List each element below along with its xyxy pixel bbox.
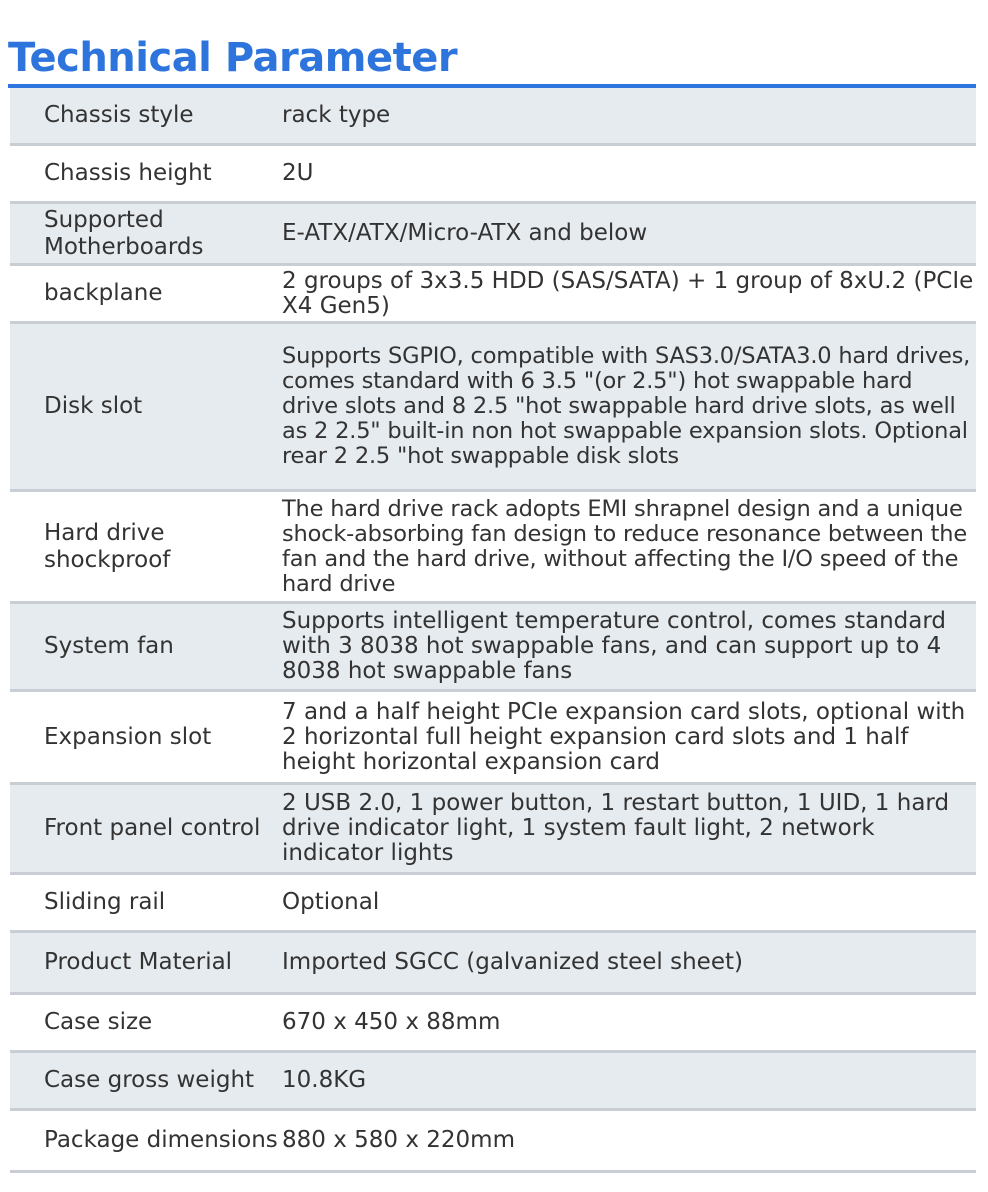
- spec-label: Product Material: [44, 949, 233, 975]
- spec-label: Sliding rail: [44, 889, 166, 915]
- spec-row-chassis-style: [10, 88, 976, 146]
- spec-row-backplane: [10, 266, 976, 324]
- spec-row-disk-slot: [10, 324, 976, 492]
- spec-label: Package dimensions: [44, 1127, 278, 1153]
- page-title: Technical Parameter: [8, 35, 458, 81]
- spec-row-supported-motherboards: [10, 204, 976, 266]
- spec-label: Disk slot: [44, 393, 143, 419]
- spec-label: Expansion slot: [44, 723, 212, 750]
- spec-value: 880 x 580 x 220mm: [282, 1127, 515, 1153]
- spec-label: Front panel control: [44, 815, 261, 841]
- spec-row-hard-drive-shockproof: [10, 492, 976, 604]
- spec-label: Case gross weight: [44, 1067, 255, 1093]
- spec-row-system-fan: [10, 604, 976, 692]
- spec-value: 2 USB 2.0, 1 power button, 1 restart button, 1 UID, 1 hard drive indicator light, 1 system fault light, 2 network indicator lights: [282, 790, 950, 866]
- spec-label: backplane: [44, 280, 163, 306]
- spec-value: E-ATX/ATX/Micro-ATX and below: [282, 220, 648, 246]
- spec-value: 2 groups of 3x3.5 HDD (SAS/SATA) + 1 group of 8xU.2 (PCIe X4 Gen5): [282, 267, 974, 319]
- spec-row-sliding-rail: [10, 875, 976, 933]
- spec-row-chassis-height: [10, 146, 976, 204]
- spec-value: 670 x 450 x 88mm: [282, 1009, 501, 1035]
- spec-value: rack type: [282, 102, 391, 128]
- spec-label: Chassis style: [44, 102, 194, 128]
- spec-label: Supported Motherboards: [44, 206, 204, 260]
- spec-value: 7 and a half height PCIe expansion card slots, optional with 2 horizontal full height expansion card slots and 1 half height horizontal expansion card: [282, 698, 966, 775]
- spec-row-package-dimensions: [10, 1111, 976, 1173]
- spec-table: [10, 88, 976, 1173]
- spec-row-expansion-slot: [10, 692, 976, 785]
- spec-label: Case size: [44, 1009, 153, 1035]
- spec-label: System fan: [44, 633, 174, 659]
- spec-value: Optional: [282, 889, 380, 915]
- spec-value: Imported SGCC (galvanized steel sheet): [282, 949, 743, 975]
- spec-row-case-gross-weight: [10, 1053, 976, 1111]
- spec-value: 10.8KG: [282, 1067, 367, 1093]
- spec-label: Chassis height: [44, 160, 212, 186]
- spec-value: 2U: [282, 160, 314, 186]
- spec-row-product-material: [10, 933, 976, 995]
- spec-value: The hard drive rack adopts EMI shrapnel design and a unique shock-absorbing fan design to reduce resonance between the fan and the hard drive, without affecting the I/O speed of the hard drive: [282, 495, 967, 597]
- spec-row-case-size: [10, 995, 976, 1053]
- spec-label: Hard drive shockproof: [44, 519, 171, 573]
- spec-row-front-panel-control: [10, 785, 976, 875]
- spec-value: Supports intelligent temperature control, comes standard with 3 8038 hot swappable fans, and can support up to 4 8038 hot swappable fans: [282, 608, 946, 684]
- spec-value: Supports SGPIO, compatible with SAS3.0/SATA3.0 hard drives, comes standard with 6 3.5 "(or 2.5") hot swappable hard drive slots and 8 2.5 "hot swappable hard drive slots, as well as 2 2.5" built-in non hot swappable expansion slots. Optional rear 2 2.5 "hot swappable disk slots: [282, 343, 971, 469]
